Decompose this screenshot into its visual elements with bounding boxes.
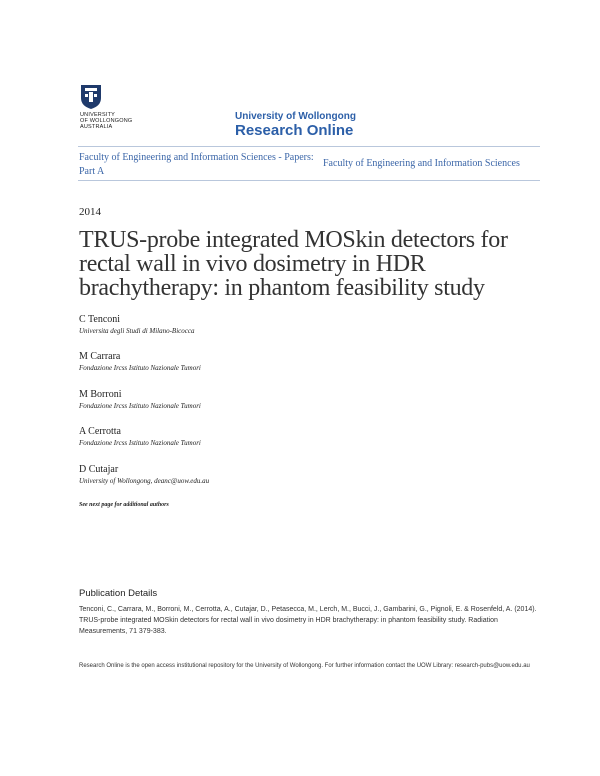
author-affiliation: Fondazione Ircss Istituto Nazionale Tumori bbox=[79, 402, 201, 410]
author-affiliation: Fondazione Ircss Istituto Nazionale Tumori bbox=[79, 439, 201, 447]
divider-top bbox=[78, 146, 540, 147]
author-name: A Cerrotta bbox=[79, 426, 121, 437]
paper-title: TRUS-probe integrated MOSkin detectors for rectal wall in vivo dosimetry in HDR brachytherapy: in phantom feasibility study bbox=[79, 227, 508, 301]
author-name: M Borroni bbox=[79, 389, 122, 400]
publication-details-heading: Publication Details bbox=[79, 588, 158, 599]
author-affiliation: University of Wollongong, deanc@uow.edu.au bbox=[79, 477, 210, 485]
author-name: D Cutajar bbox=[79, 464, 119, 475]
author-affiliation: Fondazione Ircss Istituto Nazionale Tumori bbox=[79, 364, 201, 372]
author-name: M Carrara bbox=[79, 351, 121, 362]
uow-crest-icon bbox=[80, 84, 102, 110]
research-online-link[interactable]: Research Online bbox=[235, 122, 354, 139]
publication-details-text: Tenconi, C., Carrara, M., Borroni, M., Cerrotta, A., Cutajar, D., Petasecca, M., Lerch, M., Bucci, J., Gambarini, G., Pignoli, E. & Rosenfeld, A. (2014). TRUS-probe integrated MOSkin detectors for rectal wall in vivo dosimetry in HDR brachytherapy: in phantom feasibility study. Radiation Measurements, 71 379-383. bbox=[79, 606, 537, 635]
author-affiliation: Universita degli Studi di Milano-Bicocca bbox=[79, 327, 195, 335]
logo-text: UNIVERSITY OF WOLLONGONG AUSTRALIA bbox=[80, 112, 133, 131]
university-link[interactable]: University of Wollongong bbox=[235, 111, 356, 122]
see-next-page-note: See next page for additional authors bbox=[79, 502, 169, 508]
repository-footer: Research Online is the open access institutional repository for the University of Wollongong. For further information contact the UOW Library: research-pubs@uow.edu.au bbox=[79, 663, 530, 669]
author-name: C Tenconi bbox=[79, 314, 121, 325]
divider-bottom bbox=[78, 180, 540, 181]
publication-year: 2014 bbox=[79, 206, 101, 218]
uow-logo bbox=[78, 84, 148, 136]
faculty-papers-link[interactable]: Faculty of Engineering and Information Sciences - Papers: Part A bbox=[79, 152, 314, 177]
faculty-link[interactable]: Faculty of Engineering and Information Sciences bbox=[323, 158, 520, 169]
